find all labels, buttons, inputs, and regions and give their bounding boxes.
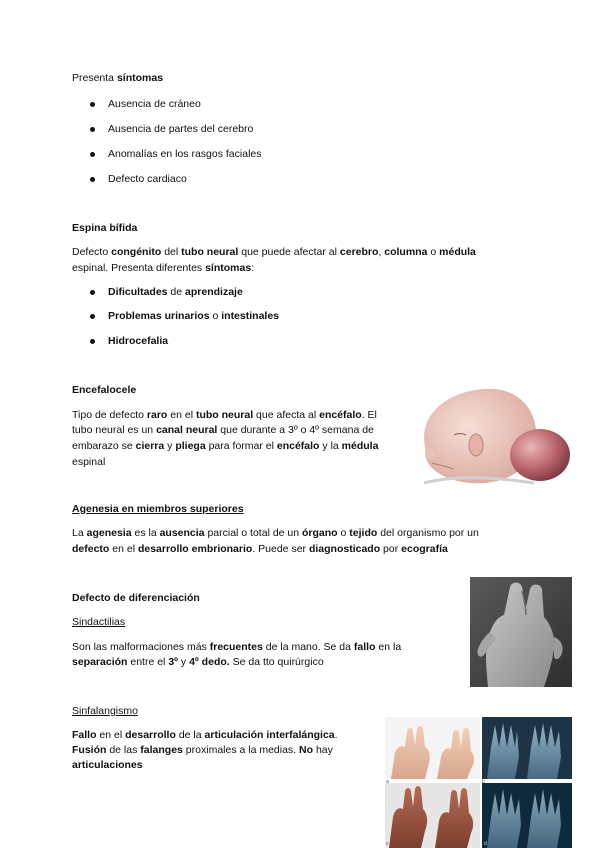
text-bold: articulaciones (72, 759, 143, 771)
text-bold: Dificultades (108, 286, 168, 298)
text-bold: tubo neural (181, 246, 239, 258)
text-bold: encéfalo (276, 440, 320, 452)
text: hay (313, 744, 333, 756)
text: es la (131, 527, 160, 539)
text: Son las malformaciones más (72, 641, 210, 653)
list-item-text (108, 286, 243, 298)
subtitle-sindactilias: Sindactilias (72, 616, 126, 628)
text: que afecta al (253, 409, 320, 421)
text: en el (96, 729, 126, 741)
text: embarazo se (72, 440, 136, 452)
text-bold: ecografía (401, 543, 448, 555)
text-bold: tubo neural (195, 409, 254, 421)
encefalocele-line-3 (72, 440, 378, 452)
text: en la (375, 641, 402, 653)
text: Defecto (72, 246, 112, 258)
text: de (167, 286, 186, 298)
text: y la (319, 440, 342, 452)
text: , (378, 246, 385, 258)
text: . El (361, 409, 377, 421)
sinfalangismo-line-1 (72, 729, 338, 741)
hand-photo (470, 577, 572, 687)
text-bold: síntomas (116, 72, 164, 84)
text: La (72, 527, 87, 539)
text-bold: frecuentes (209, 641, 263, 653)
espina-paragraph-line-2 (72, 262, 254, 274)
list-item-text: Defecto cardiaco (108, 173, 187, 185)
text: parcial o total de un (204, 527, 303, 539)
text: de las (106, 744, 141, 756)
text-bold: raro (146, 409, 168, 421)
infant-head-illustration (414, 383, 576, 486)
sindactilias-line-2 (72, 656, 324, 668)
text: en el (109, 543, 138, 555)
text-bold: defecto (72, 543, 110, 555)
espina-paragraph-line-1 (72, 246, 476, 258)
section-title-agenesia: Agenesia en miembros superiores (72, 503, 244, 515)
text-bold: Fallo (72, 729, 97, 741)
text-bold: encéfalo (319, 409, 362, 421)
encephalocele-illustration (414, 383, 576, 486)
text-bold: columna (384, 246, 428, 258)
text: . (334, 729, 338, 741)
panel-label-c: c (386, 841, 389, 847)
text: de la (175, 729, 205, 741)
symphalangism-photo-panel (385, 717, 572, 848)
text-bold: intestinales (221, 310, 280, 322)
text-bold: agenesia (86, 527, 132, 539)
text-bold: pliega (175, 440, 206, 452)
panel-label-b: b (482, 779, 485, 785)
agenesia-line-2 (72, 543, 448, 555)
sindactilias-line-1 (72, 641, 401, 653)
text-bold: No (299, 744, 314, 756)
text-bold: médula (341, 440, 379, 452)
text-bold: médula (439, 246, 476, 258)
text: y (164, 440, 176, 452)
text-bold: fallo (353, 641, 376, 653)
text-bold: canal neural (156, 424, 218, 436)
text-bold: Problemas urinarios (108, 310, 210, 322)
section-title-encefalocele: Encefalocele (72, 384, 137, 396)
text-bold: Hidrocefalia (108, 335, 169, 347)
text-bold: cerebro (339, 246, 379, 258)
text: entre el (127, 656, 169, 668)
text: del (161, 246, 182, 258)
text-bold: Fusión (72, 744, 107, 756)
symptoms-intro (72, 72, 163, 84)
text: en el (167, 409, 196, 421)
encefalocele-line-4: espinal (72, 456, 106, 468)
text: . Puede ser (252, 543, 309, 555)
text-bold: desarrollo embrionario (137, 543, 253, 555)
list-item-text: Ausencia de cráneo (108, 98, 201, 110)
text: Tipo de defecto (72, 409, 147, 421)
text-bold: síntomas (205, 262, 252, 274)
text-bold: tejido (349, 527, 378, 539)
encefalocele-line-1 (72, 409, 377, 421)
text: para formar el (205, 440, 277, 452)
agenesia-line-1 (72, 527, 479, 539)
panel-label-d: d (484, 841, 487, 847)
text: que puede afectar al (238, 246, 340, 258)
encefalocele-line-2 (72, 424, 374, 436)
hands-and-xrays (385, 717, 572, 848)
text-bold: falanges (140, 744, 183, 756)
syndactyly-photo (470, 577, 572, 687)
sinfalangismo-line-2 (72, 744, 333, 756)
text-bold: ausencia (159, 527, 205, 539)
text-bold: órgano (302, 527, 338, 539)
text: o (209, 310, 222, 322)
text: que durante a 3º o 4º semana de (217, 424, 374, 436)
text: Se da tto quirúrgico (229, 656, 324, 668)
list-item-text: Anomalías en los rasgos faciales (108, 148, 262, 160)
section-title-espina-bifida: Espina bífida (72, 222, 138, 234)
text: del organismo por un (377, 527, 479, 539)
text-bold: desarrollo (125, 729, 176, 741)
text-bold: separación (72, 656, 128, 668)
text: o (337, 527, 350, 539)
text: espinal. Presenta diferentes (72, 262, 206, 274)
section-title-diferenciacion: Defecto de diferenciación (72, 592, 200, 604)
text-bold: diagnosticado (308, 543, 381, 555)
text-bold: cierra (135, 440, 165, 452)
text: : (251, 262, 255, 274)
text-bold: aprendizaje (185, 286, 243, 298)
text: Presenta (72, 72, 117, 84)
text: o (427, 246, 440, 258)
list-item-text (108, 310, 279, 322)
text-bold: articulación interfalángica (204, 729, 335, 741)
text-bold: 4º dedo. (189, 656, 230, 668)
text: por (380, 543, 402, 555)
panel-label-a: a (386, 779, 389, 785)
text-bold: congénito (111, 246, 162, 258)
list-item-text: Ausencia de partes del cerebro (108, 123, 254, 135)
subtitle-sinfalangismo: Sinfalangismo (72, 705, 138, 717)
text-bold: 3º (168, 656, 178, 668)
text: proximales a la medias. (182, 744, 300, 756)
list-item-text (108, 335, 168, 347)
text: tubo neural es un (72, 424, 157, 436)
text: y (178, 656, 190, 668)
text: de la mano. Se da (262, 641, 354, 653)
sinfalangismo-line-3 (72, 759, 143, 771)
